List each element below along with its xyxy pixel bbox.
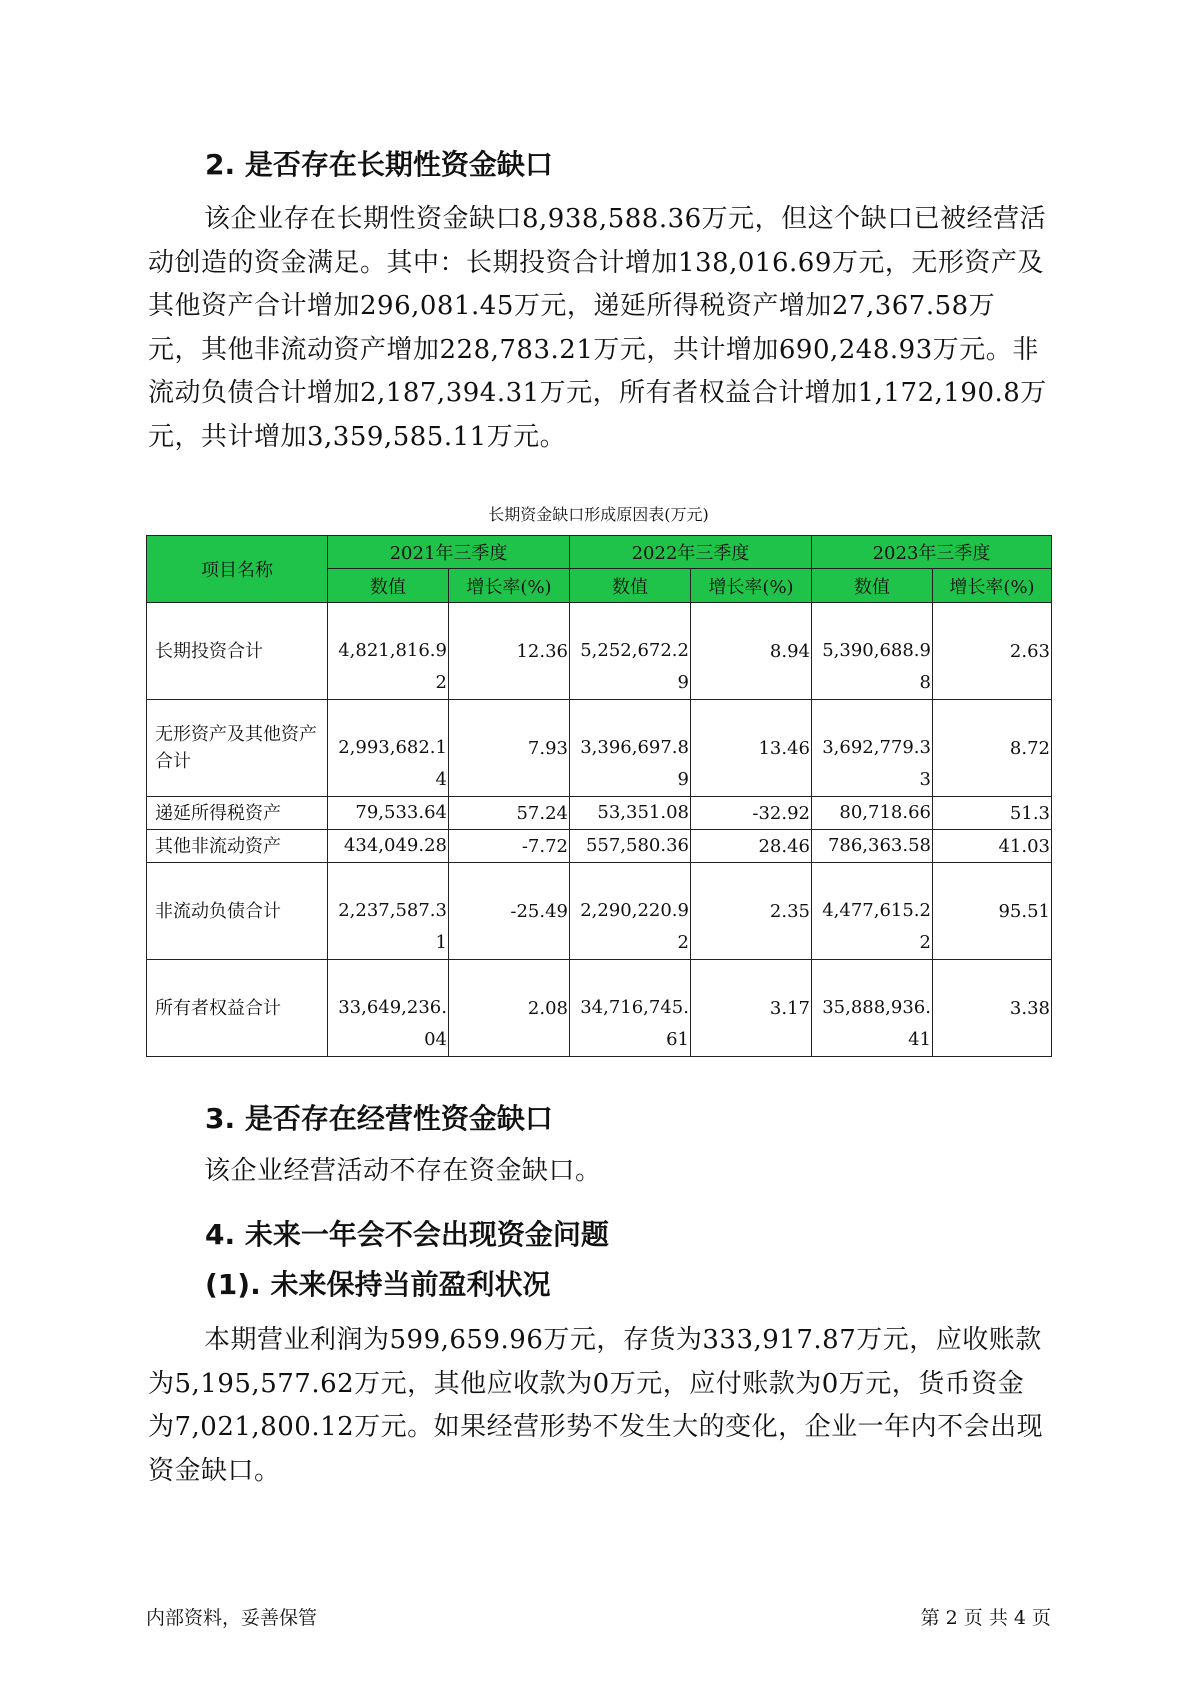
cell-rate: 12.36	[449, 603, 570, 700]
table-row	[147, 797, 1052, 830]
cell-rate: 2.63	[933, 603, 1052, 700]
row-name: 非流动负债合计	[147, 863, 328, 960]
cell-value: 53,351.08	[570, 797, 691, 830]
table-row	[147, 830, 1052, 863]
cell-value: 4,821,816.92	[328, 603, 449, 700]
row-name: 递延所得税资产	[147, 797, 328, 830]
cell-value: 33,649,236.04	[328, 960, 449, 1057]
cell-value: 3,396,697.89	[570, 700, 691, 797]
cell-rate: 41.03	[933, 830, 1052, 863]
footer-confidential-note: 内部资料，妥善保管	[146, 1607, 318, 1629]
section-4-paragraph: 本期营业利润为599,659.96万元，存货为333,917.87万元，应收账款为5,195,577.62万元，其他应收款为0万元，应付账款为0万元，货币资金为7,021,800.12万元。如果经营形势不发生大的变化，企业一年内不会出现资金缺口。	[148, 1325, 1044, 1486]
cell-value: 3,692,779.33	[812, 700, 933, 797]
cell-value: 34,716,745.61	[570, 960, 691, 1057]
header-period: 2021年三季度	[328, 536, 570, 569]
table-row	[147, 603, 1052, 700]
cell-value: 2,237,587.31	[328, 863, 449, 960]
section-2-paragraph: 该企业存在长期性资金缺口8,938,588.36万元，但这个缺口已被经营活动创造的资金满足。其中：长期投资合计增加138,016.69万元，无形资产及其他资产合计增加296,081.45万元，递延所得税资产增加27,367.58万元，其他非流动资产增加228,783.21万元，共计增加690,248.93万元。非流动负债合计增加2,187,394.31万元，所有者权益合计增加1,172,190.8万元，共计增加3,359,585.11万元。	[148, 204, 1047, 452]
cell-value: 79,533.64	[328, 797, 449, 830]
footer-page-number: 第 2 页 共 4 页	[920, 1607, 1051, 1629]
cell-rate: 2.08	[449, 960, 570, 1057]
cell-value: 80,718.66	[812, 797, 933, 830]
cell-value: 2,993,682.14	[328, 700, 449, 797]
cell-value: 35,888,936.41	[812, 960, 933, 1057]
row-name: 长期投资合计	[147, 603, 328, 700]
row-name: 其他非流动资产	[147, 830, 328, 863]
cell-rate: 8.94	[691, 603, 812, 700]
cell-value: 557,580.36	[570, 830, 691, 863]
section-4-heading: 4. 未来一年会不会出现资金问题	[205, 1218, 609, 1251]
header-period: 2023年三季度	[812, 536, 1052, 569]
cell-rate: 57.24	[449, 797, 570, 830]
cell-rate: 2.35	[691, 863, 812, 960]
header-rate: 增长率(%)	[691, 569, 812, 603]
section-2-heading: 2. 是否存在长期性资金缺口	[205, 148, 553, 181]
cell-rate: 3.38	[933, 960, 1052, 1057]
cell-rate: 51.3	[933, 797, 1052, 830]
cell-rate: 13.46	[691, 700, 812, 797]
section-3-paragraph: 该企业经营活动不存在资金缺口。	[204, 1156, 602, 1186]
header-value: 数值	[328, 569, 449, 603]
cell-value: 2,290,220.92	[570, 863, 691, 960]
row-name: 无形资产及其他资产合计	[147, 700, 328, 797]
header-value: 数值	[812, 569, 933, 603]
table-row	[147, 863, 1052, 960]
header-rate: 增长率(%)	[933, 569, 1052, 603]
table-caption: 长期资金缺口形成原因表(万元)	[488, 505, 709, 524]
section-4-subheading: (1). 未来保持当前盈利状况	[205, 1268, 551, 1301]
header-value: 数值	[570, 569, 691, 603]
cell-rate: 3.17	[691, 960, 812, 1057]
header-rate: 增长率(%)	[449, 569, 570, 603]
header-item-name: 项目名称	[147, 536, 328, 603]
cell-value: 4,477,615.22	[812, 863, 933, 960]
cell-value: 434,049.28	[328, 830, 449, 863]
cell-rate: 8.72	[933, 700, 1052, 797]
cell-rate: -25.49	[449, 863, 570, 960]
cell-value: 5,252,672.29	[570, 603, 691, 700]
row-name: 所有者权益合计	[147, 960, 328, 1057]
cell-rate: 7.93	[449, 700, 570, 797]
cell-value: 5,390,688.98	[812, 603, 933, 700]
cell-rate: -32.92	[691, 797, 812, 830]
cell-rate: -7.72	[449, 830, 570, 863]
table-row	[147, 960, 1052, 1057]
cell-value: 786,363.58	[812, 830, 933, 863]
cell-rate: 28.46	[691, 830, 812, 863]
long-term-gap-table	[146, 535, 1052, 1057]
cell-rate: 95.51	[933, 863, 1052, 960]
section-3-heading: 3. 是否存在经营性资金缺口	[205, 1102, 553, 1135]
header-period: 2022年三季度	[570, 536, 812, 569]
table-row	[147, 700, 1052, 797]
